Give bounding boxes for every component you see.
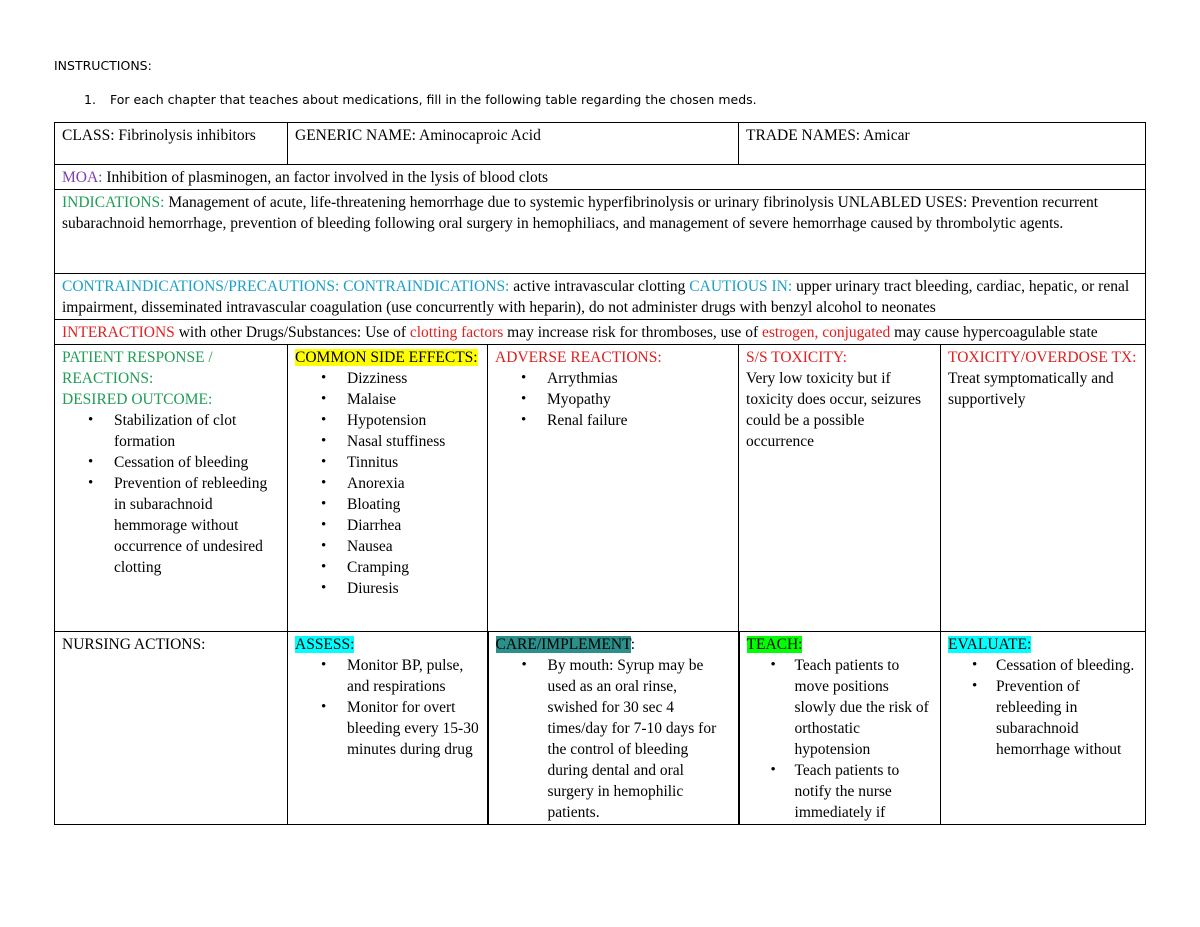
- indications-row: [55, 190, 1146, 274]
- toxicity-text: Very low toxicity but if toxicity does occur, seizures could be a possible occurrence: [746, 370, 922, 450]
- list-item: • Monitor for overt bleeding every 15-30 minutes during drug: [347, 697, 480, 760]
- assess-list: [295, 655, 480, 760]
- indications-label: INDICATIONS:: [62, 194, 165, 211]
- list-item: • Monitor BP, pulse, and respirations: [347, 655, 480, 697]
- list-item: • Cessation of bleeding.: [996, 655, 1138, 676]
- desired-outcome-label: DESIRED OUTCOME:: [62, 391, 213, 408]
- contraindications-label: CONTRAINDICATIONS/PRECAUTIONS:: [62, 278, 340, 295]
- side-effects-label: COMMON SIDE EFFECTS:: [295, 349, 478, 366]
- contraindications-row: [55, 274, 1146, 320]
- list-item: • Prevention of rebleeding in subarachnoid hemmorage without occurrence of undesired clotting: [114, 473, 280, 578]
- moa-label: MOA:: [62, 169, 103, 186]
- instruction-number: 1.: [84, 92, 96, 107]
- list-item: • Stabilization of clot formation: [114, 410, 280, 452]
- contraindications-text: active intravascular clotting: [509, 278, 690, 295]
- care-implement-label: CARE/IMPLEMENT: [495, 636, 631, 653]
- list-item: • Nausea: [347, 536, 480, 557]
- list-item: • Tinnitus: [347, 452, 480, 473]
- adverse-reactions-cell: [488, 345, 739, 632]
- patient-response-label: PATIENT RESPONSE / REACTIONS:: [62, 349, 213, 387]
- list-item: • Arrythmias: [547, 368, 731, 389]
- care-implement-colon: :: [630, 636, 636, 653]
- toxicity-cell: [739, 345, 941, 632]
- evaluate-label: EVALUATE:: [948, 636, 1032, 653]
- patient-response-cell: [55, 345, 288, 632]
- desired-outcome-list: [62, 410, 280, 578]
- list-item: • Cessation of bleeding: [114, 452, 280, 473]
- care-implement-list: [496, 655, 731, 823]
- assess-cell: [288, 632, 488, 825]
- list-item: • Teach patients to notify the nurse immediately if: [795, 760, 934, 823]
- teach-label: TEACH:: [746, 636, 803, 653]
- list-item: • Anorexia: [347, 473, 480, 494]
- instructions-heading: INSTRUCTIONS:: [54, 58, 152, 73]
- instruction-text: For each chapter that teaches about medications, fill in the following table regarding the chosen meds.: [110, 92, 757, 107]
- instruction-item: [84, 92, 757, 107]
- side-effects-list: [295, 368, 480, 599]
- moa-cell: [55, 165, 1146, 190]
- list-item: • Nasal stuffiness: [347, 431, 480, 452]
- list-item: • By mouth: Syrup may be used as an oral rinse, swished for 30 sec 4 times/day for 7-10 days for the control of bleeding during dental and oral surgery in hemophilic patients.: [548, 655, 731, 823]
- list-item: • Teach patients to move positions slowly due the risk of orthostatic hypotension: [795, 655, 934, 760]
- list-item: • Diarrhea: [347, 515, 480, 536]
- drug-row: [55, 123, 1146, 165]
- list-item: • Prevention of rebleeding in subarachnoid hemorrhage without: [996, 676, 1138, 760]
- interactions-text-1: with other Drugs/Substances: Use of: [174, 324, 410, 341]
- list-item: • Renal failure: [547, 410, 731, 431]
- overdose-cell: [941, 345, 1146, 632]
- teach-list: [747, 655, 934, 823]
- interactions-text-2: may increase risk for thromboses, use of: [503, 324, 762, 341]
- cautious-text: upper urinary tract bleeding, cardiac, hepatic, or renal impairment, disseminated intravascular coagulation (use concurrently with heparin), do not administer drugs with benzyl alcohol to neonates: [62, 278, 1130, 316]
- moa-text: Inhibition of plasminogen, an factor involved in the lysis of blood clots: [102, 169, 549, 186]
- generic-name-cell: GENERIC NAME: Aminocaproic Acid: [288, 123, 739, 165]
- toxicity-label: S/S TOXICITY:: [746, 349, 847, 366]
- interactions-label: INTERACTIONS: [62, 324, 175, 341]
- care-implement-cell: [488, 632, 739, 825]
- interaction-drug-1: clotting factors: [409, 324, 504, 341]
- nursing-actions-cell: NURSING ACTIONS:: [55, 632, 288, 825]
- trade-names-cell: TRADE NAMES: Amicar: [739, 123, 1146, 165]
- list-item: • Myopathy: [547, 389, 731, 410]
- contraindications-cell: [55, 274, 1146, 320]
- interaction-drug-2: estrogen, conjugated: [761, 324, 891, 341]
- medication-table: [54, 122, 1146, 825]
- list-item: • Malaise: [347, 389, 480, 410]
- evaluate-cell: [941, 632, 1146, 825]
- nursing-row: [55, 632, 1146, 825]
- list-item: • Dizziness: [347, 368, 480, 389]
- adverse-reactions-label: ADVERSE REACTIONS:: [495, 349, 662, 366]
- cautious-label: CAUTIOUS IN:: [689, 278, 793, 295]
- assess-label: ASSESS:: [295, 636, 355, 653]
- overdose-label: TOXICITY/OVERDOSE TX:: [948, 349, 1137, 366]
- list-item: • Diuresis: [347, 578, 480, 599]
- moa-row: [55, 165, 1146, 190]
- interactions-text-3: may cause hypercoagulable state: [890, 324, 1098, 341]
- class-cell: CLASS: Fibrinolysis inhibitors: [55, 123, 288, 165]
- interactions-cell: [55, 320, 1146, 345]
- list-item: • Hypotension: [347, 410, 480, 431]
- teach-cell: [739, 632, 941, 825]
- contraindications-sublabel: CONTRAINDICATIONS:: [339, 278, 510, 295]
- indications-cell: [55, 190, 1146, 274]
- adverse-reactions-list: [495, 368, 731, 431]
- overdose-text: Treat symptomatically and supportively: [948, 370, 1114, 408]
- indications-text: Management of acute, life-threatening hemorrhage due to systemic hyperfibrinolysis or urinary fibrinolysis UNLABLED USES: Prevention recurrent subarachnoid hemorrhage, prevention of bleeding following oral surgery in hemophiliacs, and management of severe hemorrhage caused by thrombolytic agents.: [62, 194, 1099, 232]
- side-effects-cell: [288, 345, 488, 632]
- effects-row: [55, 345, 1146, 632]
- list-item: • Cramping: [347, 557, 480, 578]
- interactions-row: [55, 320, 1146, 345]
- evaluate-list: [948, 655, 1138, 760]
- list-item: • Bloating: [347, 494, 480, 515]
